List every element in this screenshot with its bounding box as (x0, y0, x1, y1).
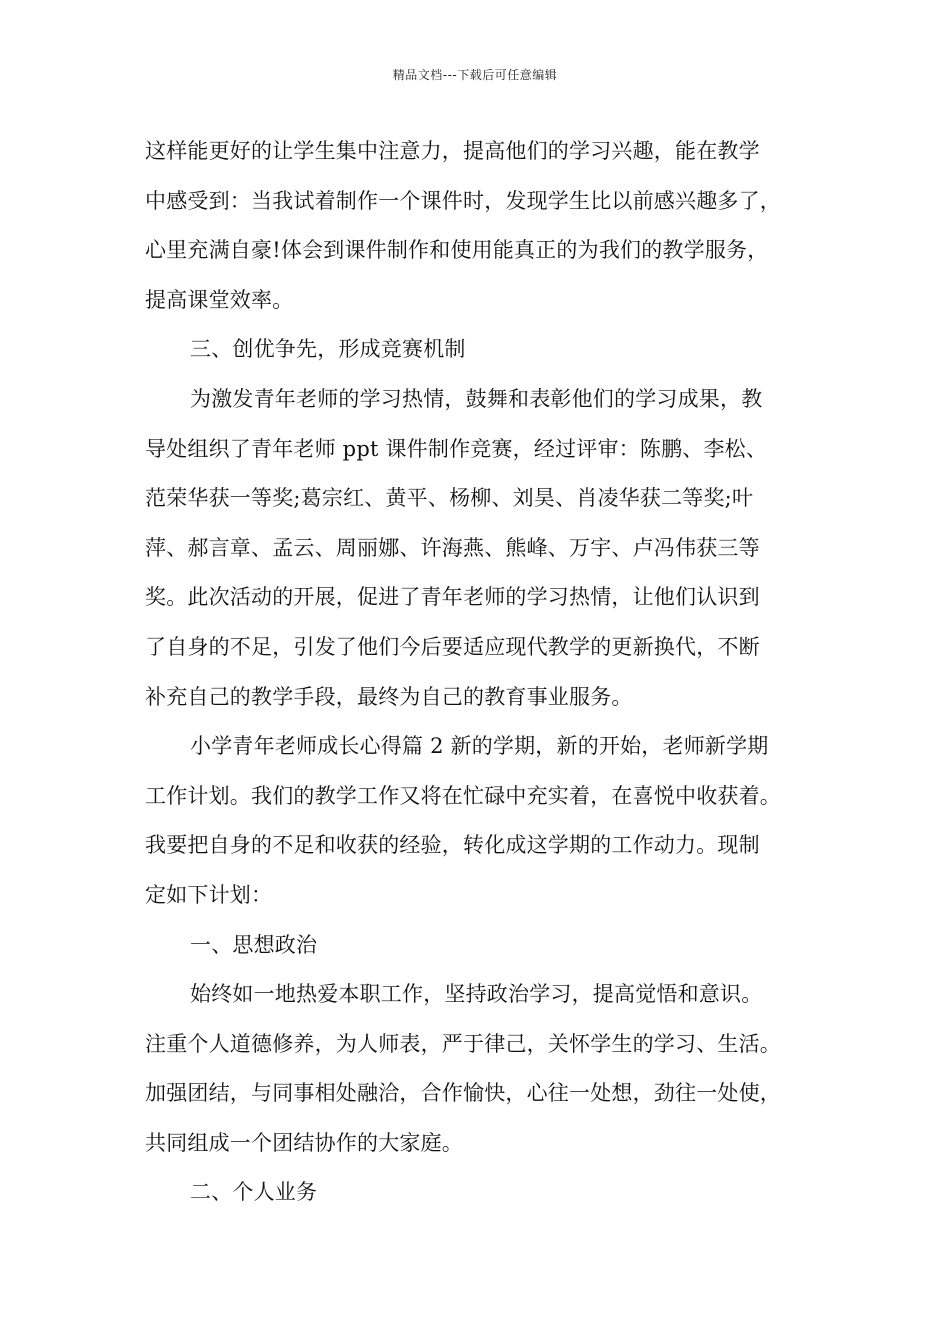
page-header: 精品文档---下载后可任意编辑 (392, 68, 558, 82)
text-line: 这样能更好的让学生集中注意力，提高他们的学习兴趣，能在教学 (145, 139, 760, 163)
text-line: 导处组织了青年老师 ppt 课件制作竞赛，经过评审：陈鹏、李松、 (145, 436, 768, 461)
text-line: 二、个人业务 (190, 1180, 318, 1205)
text-line: 萍、郝言章、孟云、周丽娜、许海燕、熊峰、万宇、卢冯伟获三等 (145, 535, 760, 560)
text-line: 中感受到：当我试着制作一个课件时，发现学生比以前感兴趣多了， (145, 188, 781, 213)
text-line: 始终如一地热爱本职工作，坚持政治学习，提高觉悟和意识。 (190, 982, 763, 1007)
text-line: 奖。此次活动的开展，促进了青年老师的学习热情，让他们认识到 (145, 585, 760, 610)
text-line: 定如下计划： (145, 882, 273, 907)
text-line: 工作计划。我们的教学工作又将在忙碌中充实着，在喜悦中收获着。 (145, 783, 781, 808)
text-line: 了自身的不足，引发了他们今后要适应现代教学的更新换代，不断 (145, 634, 760, 659)
text-line: 三、创优争先，形成竞赛机制 (190, 337, 466, 362)
text-line: 共同组成一个团结协作的大家庭。 (145, 1130, 463, 1155)
text-line: 小学青年老师成长心得篇 2 新的学期，新的开始，老师新学期 (190, 734, 769, 759)
text-line: 我要把自身的不足和收获的经验，转化成这学期的工作动力。现制 (145, 833, 760, 858)
text-line: 为激发青年老师的学习热情，鼓舞和表彰他们的学习成果，教 (190, 386, 763, 411)
text-line: 心里充满自豪!体会到课件制作和使用能真正的为我们的教学服务， (145, 238, 769, 263)
text-line: 注重个人道德修养，为人师表，严于律己，关怀学生的学习、生活。 (145, 1031, 781, 1056)
text-line: 提高课堂效率。 (145, 287, 294, 312)
document-body (145, 127, 810, 1218)
text-line: 一、思想政治 (190, 932, 318, 957)
text-line: 加强团结，与同事相处融洽，合作愉快，心往一处想，劲往一处使， (145, 1081, 781, 1106)
text-line: 补充自己的教学手段，最终为自己的教育事业服务。 (145, 684, 633, 709)
text-line: 范荣华获一等奖;葛宗红、黄平、杨柳、刘昊、肖凌华获二等奖;叶 (145, 486, 754, 511)
